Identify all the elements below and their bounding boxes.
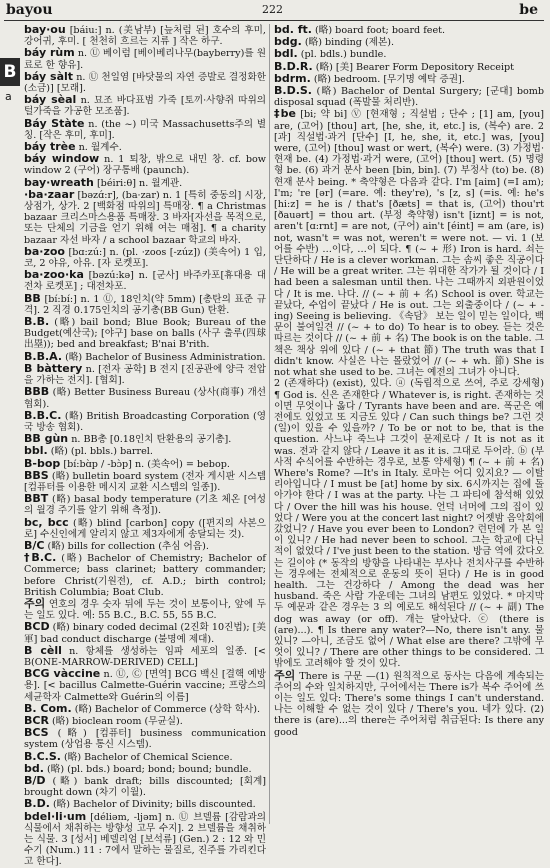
entry-definition: [déliəm, -ljəm] n. Ⓤ 브델륨 [감람과의 식물에서 채취하는 방향성 고무 수지]. 2 브델륨을 채취하는 식물. 3 [성서] 베델리엄 [보석류] (Gen.) 2 : 12 와 민수기 (Num.) 11 : 7에서 말하는 물질로, 진주를 가리킨다고 한다]. <box>24 811 266 868</box>
entry-definition: (略) Bachelor of Business Administration. <box>65 351 266 363</box>
entry-headword: BCR <box>24 713 49 727</box>
entry-headword: B.B. <box>24 315 50 329</box>
dictionary-entry <box>24 703 266 715</box>
entry-definition: (略) (pl. bbls.) barrel. <box>50 446 153 458</box>
dictionary-entry <box>24 94 266 117</box>
entry-headword: B/D <box>24 774 46 787</box>
dictionary-entry <box>274 36 544 48</box>
guide-word-left: bayou <box>6 2 53 18</box>
entry-definition: (略) Better Business Bureau (상사(商事) 개선 협회). <box>24 387 266 410</box>
entry-headword: B.B.A. <box>24 349 63 363</box>
entry-definition: n. Ⓤ 천일염 [바닷물의 자연 증발로 결정화한 (소금)] [모래]. <box>24 71 266 95</box>
entry-definition: 연호의 경우 숫자 뒤에 두는 것이 보통이나, 앞에 두는 일도 있다. 예: 55 B.C., B.C. 55, 55 B.C. <box>24 598 266 622</box>
entry-definition: [bɑ:zú:] n. (pl. ·zoos [-zúz]) (美속어) 1 입, 코, 2 야유, 아유. [자 로켓포]. <box>24 246 266 270</box>
dictionary-entry <box>24 293 266 316</box>
entry-headword: B.D.S. <box>274 84 312 98</box>
entry-headword: BCS <box>24 726 49 740</box>
entry-headword: bc, bcc <box>24 515 69 529</box>
dictionary-entry <box>24 246 266 269</box>
entry-headword: BBS <box>24 468 49 482</box>
thumb-index-tab[interactable]: B <box>0 58 20 86</box>
left-column <box>24 23 267 868</box>
entry-headword: bdg. <box>274 35 302 49</box>
entry-definition: n. 1 퇴창, 밖으로 내민 창. cf. bow window 2 (구어) 장구통배 (paunch). <box>24 154 266 177</box>
dictionary-entry <box>274 73 544 85</box>
thumb-index-sub: a <box>5 90 12 103</box>
entry-definition: n. Ⓤ 베이럼 [베이베리나무(bayberry)를 원료로 한 향유]. <box>24 48 266 71</box>
dictionary-entry <box>24 493 266 516</box>
dictionary-entry <box>274 24 544 36</box>
entry-definition: [bəzú:kə] n. [군사] 바주카포[휴대용 대전차 로켓포] ; 대전차포. <box>24 270 266 293</box>
dictionary-entry <box>24 763 266 775</box>
entry-headword: bbl. <box>24 444 48 458</box>
entry-headword: BCG vàccine <box>24 667 101 681</box>
dictionary-entry <box>24 269 266 292</box>
dictionary-entry <box>24 410 266 433</box>
entry-definition: [bəzɑ́:r], (ba·zar) n. 1 [특히 중동의] 시장, 상점가, 상가. 2 [백화점 따위의] 특매장. ¶ a Christmas bazaar 크리스마스용품 특매장. 3 바자[자선을 목적으로, 또는 단체의 기금을 얻기 위해 여는 매점]. ¶ a charity bazaar 자선 바자 / a school bazaar 학교의 바자. <box>24 189 266 246</box>
entry-headword: báy rùm <box>24 46 75 60</box>
entry-definition: (略) basal body temperature (기초 체온 [여성의 월경 주기를 알기 위해 측정]). <box>24 494 266 517</box>
dictionary-entry <box>24 445 266 457</box>
entry-headword: B.C.S. <box>24 749 61 763</box>
dictionary-entry <box>24 363 266 386</box>
guide-word-right: be <box>519 2 538 18</box>
dictionary-entry <box>274 670 544 738</box>
entry-headword: 주의 <box>274 668 296 682</box>
entry-headword: BB gùn <box>24 432 69 446</box>
dictionary-entry <box>274 61 544 73</box>
entry-headword: ba·zoo·ka <box>24 268 84 282</box>
entry-headword: B-bop <box>24 456 61 470</box>
column-divider <box>269 24 270 824</box>
entry-headword: BCD <box>24 620 50 634</box>
entry-definition: 2 (존재하다) (exist), 있다. ⓐ (독립적으로 쓰여, 주로 강세형) ¶ God is. 신은 존재한다 / Whatever is, is right. 존재하는 것이면 무엇이나 옳다 / Tyrants have been and are. 폭군은 예전에도 있었고 또 지금도 있다 / Can such things be? 그런 것(일)이 있을 수 있을까? / To be or not to be, that is the question. 사느냐 죽느냐 그것이 문제로다 / It is not as it was. 전과 같지 않다 / Leave it as it is. 그대로 두어라. ⓑ (부사적 수식어를 수반하는 경우로, 보통 약세형) ¶ (~ + 前 + 名) Where's Rome? —It's in Italy. 로마는 어디 있지요? — 이탈리아입니다 / I must be [at] home by six. 6시까지는 집에 돌아가야 한다 / I was at the party. 나는 그 파티에 참석해 있었다 / Over the hill was his house. 언덕 너머에 그의 집이 있었다 / Were you at the concert last night? 어젯밤 음악회에 갔었니? / Have you ever been to London? 런던에 가 본 일이 있니? / He had never been to school. 그는 학교에 다닌 적이 없었다 / I've just been to the station. 방금 역에 갔다오는 길이야 (* 동작의 방향을 나타내는 부사나 전치사구를 수반하는 경우에는 전체적으로 운동의 뜻이 된다) / He is in good health. 그는 건강하다 / Among the dead was her husband. 죽은 사람 가운데는 그녀의 남편도 있었다. * 마지막 두 예문과 같은 경우는 3 의 예로도 해석된다 // (~ + 副) The dog was away (or off). 개는 달아났다. ⓒ (there is (are)...). ¶ Is there any water?—No, there isn't any. 물 있니? —아니, 조금도 없어 / What else are there? 그밖에 무엇이 있니? / There are other things to be considered. 그밖에도 고려해야 할 것이 있다. <box>274 378 544 670</box>
dictionary-entry <box>24 645 266 668</box>
dictionary-entry <box>24 517 266 540</box>
dictionary-entry <box>24 552 266 598</box>
dictionary-entry <box>274 85 544 108</box>
entry-definition: (略) board foot; board feet. <box>315 25 446 36</box>
dictionary-entry <box>274 378 544 669</box>
dictionary-entry <box>24 153 266 176</box>
entry-definition: (略) Bachelor of Chemical Science. <box>63 751 233 763</box>
entry-definition: (略) bail bond; Blue Book; Bureau of the Budget(예산국); [야구] base on balls (사구 출루(四球出塁)); bed and breakfast; B'nai B'rith. <box>24 317 266 351</box>
entry-headword: †B.C. <box>24 551 57 565</box>
dictionary-entry <box>24 47 266 70</box>
dictionary-entry <box>24 668 266 703</box>
dictionary-entry <box>24 715 266 727</box>
header-rule <box>4 20 544 21</box>
entry-definition: (略) Bachelor of Divinity; bills discounted. <box>52 799 256 811</box>
entry-definition: n. BB총 [0.18인치 탄환용의 공기총]. <box>71 434 232 446</box>
entry-headword: báy trèe <box>24 140 76 154</box>
entry-definition: (略) (pl. bds.) board; bond; bound; bundle. <box>47 763 252 775</box>
dictionary-entry <box>24 71 266 94</box>
dictionary-entry <box>24 433 266 445</box>
dictionary-entry <box>24 540 266 552</box>
dictionary-entry <box>24 751 266 763</box>
dictionary-entry <box>24 727 266 750</box>
entry-definition: n. 묘조 바다표범 가죽 [토끼·사향쥐 따위의 털가죽을 가공한 모조품]. <box>24 95 266 118</box>
entry-definition: (略) Bachelor of Dental Surgery; [군대] bomb disposal squad (폭발물 처리반). <box>274 86 544 109</box>
entry-headword: B.D.R. <box>274 59 313 73</box>
dictionary-entry <box>24 386 266 409</box>
entry-definition: There is 구문 —(1) 원칙적으로 동사는 다음에 계속되는 주어의 수와 일치하지만, 구어에서는 There is가 복수 주어에 쓰이는 일도 있다: There's some things I can't understand. 나는 이해할 수 없는 것이 있다 / There's you. 네가 있다. (2) there is (are)...의 there는 주어처럼 취급된다: Is there any good <box>274 670 544 738</box>
entry-headword: ba·zoo <box>24 244 65 258</box>
dictionary-entry <box>24 621 266 644</box>
entry-headword: B.B.C. <box>24 408 62 422</box>
entry-definition: [báiu:] n. (美남부) [늪처럼 된] 호수의 후미, 강어귀, 후미. [ 천천히 흐르는 지류 ] 작은 하구. <box>24 25 266 48</box>
entry-headword: ‡be <box>274 107 297 121</box>
entry-definition: (略) bedroom. [무기명 예탁 증권]. <box>313 73 465 85</box>
entry-headword: ·ba·zaar <box>24 187 75 201</box>
entry-headword: 주의 <box>24 596 46 610</box>
entry-definition: (略) blind [carbon] copy ([편지의 사본으로] 수신인에게 알리지 않고 제3자에게 송달되는 것). <box>24 517 266 540</box>
entry-definition: (pl. bdls.) bundle. <box>300 49 387 61</box>
entry-definition: [bí:bɑ̀p / -bɔ̀p] n. (美속어) = bebop. <box>63 458 230 470</box>
entry-headword: báy window <box>24 152 100 166</box>
page-number: 222 <box>262 3 283 16</box>
dictionary-entry <box>24 189 266 246</box>
dictionary-entry <box>24 598 266 621</box>
entry-headword: B.D. <box>24 797 50 811</box>
entry-headword: báy sàlt <box>24 69 74 83</box>
entry-definition: [bi; 약 bi] Ⓥ [현재형 ; 직설법 ; 단수 ; [1] am, [you] are, (고어) [thou] art, [he, she, it, etc.] is, (복수) are. 2 [과] 직설법·과거 [단수] [I, he, she, it, etc.] was, [you] were, (고어) [thou] wast or wert, (복수) were. (3) 가정법·현재 be. (4) 가정법·과거 were, (고어) [thou] wert. (5) 명령형 be. (6) 과거 분사 been [bin, bin]. (7) 부정사 (to) be. (8) 현재 분사 being. * 축약형은 다음과 같다. I'm [aim] (=I am); I'm; 're [ər] (=are. 예: they're), 's [z, s] (=is. 예: he's [hi:z] = he is / that's [ðæts] = that is, (고어) thou'rt [ðauərt] = thou art. (부정 축약형) isn't [iznt] = is not, aren't [ɑ:rnt] = are not, (구어) ain't [éint] = am (are, is) not, wasn't = was not, weren't = were not. — vi. 1 (보어를 수반) …이다, …이 되다. ¶ (~ + 形) Iron is hard. 쇠는 단단하다 / He is a clever workman. 그는 솜씨 좋은 직공이다 / He will be a great writer. 그는 위대한 작가가 될 것이다 / I had been a salesman until then. 나는 그때까지 외판원이었다 / It is me. 나다. // (~ + 前 + 名) School is over. 학교는 끝났다, 수업이 끝났다 / He is out. 그는 외출중이다 / (~ + -ing) Seeing is believing. 《속담》 보는 일이 믿는 일이다, 백문이 불여일견 // (~ + to do) To hear is to obey. 듣는 것은 따르는 것이다 // (~ + 前 + 名) The book is on the table. 그 책은 책상 위에 있다 / (~ + that 節) The truth was that I didn't know. 사실은 나는 몰랐었어 // (~ + wh. 節) She is not what she used to be. 그녀는 예전의 그녀가 아니다. <box>274 109 544 379</box>
dictionary-entry <box>24 118 266 141</box>
entry-definition: (略) bills for collection (추심 어음). <box>47 540 209 552</box>
dictionary-entry <box>24 458 266 470</box>
entry-headword: báy sèal <box>24 93 77 107</box>
entry-headword: B/C <box>24 538 45 552</box>
entry-definition: (略) [美] Bearer Form Depository Receipt <box>315 61 515 73</box>
entry-headword: B cèll <box>24 643 62 657</box>
entry-definition: n. 월계수. <box>78 142 122 154</box>
entry-definition: [bí:bí:] n. 1 Ⓤ, 18인치(약 5mm) [총탄의 표준 규격]. 2 직경 0.175인치의 공기총(BB Gun) 탄환. <box>24 293 266 316</box>
entry-headword: bay·ou <box>24 23 66 36</box>
entry-definition: (略) bulletin board system (전자 게시판 시스템 [컴퓨터를 이용한 메시지 교환 시스템의 일종]). <box>24 470 266 493</box>
entry-headword: bdrm. <box>274 71 311 85</box>
dictionary-entry <box>24 470 266 493</box>
entry-headword: bd. <box>24 761 44 775</box>
entry-definition: n. Ⓤ, Ⓒ [면역] BCG 백신 [결핵 예방용]. [< bacillus Calmette-Guérin vaccine; 프랑스의 세균학자 Calmette와 Guérin의 이름] <box>24 669 266 703</box>
entry-definition: n. [전자 공학] B 전지 [진공관에 양극 전압을 가하는 전지]. [협회]. <box>24 363 266 387</box>
entry-definition: n. 항체를 생성하는 임파 세포의 일종. [< B(ONE-MARROW-DERIVED) CELL] <box>24 645 266 668</box>
right-column <box>274 24 544 830</box>
entry-definition: (略) binding (제본). <box>304 37 395 49</box>
entry-headword: BBB <box>24 385 50 399</box>
dictionary-entry <box>274 108 544 378</box>
dictionary-entry <box>274 48 544 60</box>
entry-headword: bdel·li·um <box>24 809 87 823</box>
dictionary-entry <box>24 316 266 351</box>
entry-headword: bdl. <box>274 47 298 61</box>
entry-headword: bd. ft. <box>274 23 312 36</box>
entry-definition: (略) Bachelor of Commerce (상학 학사). <box>74 703 261 715</box>
entry-definition: (略) bioclean room (무균실). <box>52 715 183 727</box>
page-header <box>0 0 550 22</box>
dictionary-entry <box>24 24 266 47</box>
dictionary-entry <box>24 811 266 868</box>
entry-definition: n. (the ~) 미국 Massachusetts주의 별칭. [작은 후미, 후미]. <box>24 118 267 141</box>
entry-definition: (略) binary coded decimal (2진화 10진법); [美軍] bad conduct discharge (불명예 제대). <box>24 622 266 645</box>
entry-definition: (略) British Broadcasting Corporation (영국 방송 협회). <box>24 410 266 433</box>
entry-headword: bay·wreath <box>24 175 94 189</box>
entry-headword: BBT <box>24 492 49 506</box>
entry-definition: (略) Bachelor of Chemistry; Bachelor of Commerce; bass clarinet; battery commander; before Christ(기원전), cf. A.D.; birth control; British Columbia; Boat Club. <box>24 553 266 598</box>
entry-headword: BB <box>24 291 41 305</box>
entry-headword: B. Com. <box>24 701 72 715</box>
entry-headword: Báy Stàte <box>24 116 85 130</box>
entry-definition: [béiri:θ] n. 월계관. <box>96 177 183 189</box>
entry-definition: (略) [컴퓨터] business communication system (상업용 통신 시스템). <box>24 728 266 751</box>
entry-definition: (略) bank draft; bills discounted; [회계] brought down (차기 이월). <box>24 776 266 799</box>
dictionary-entry <box>24 775 266 798</box>
entry-headword: B bàttery <box>24 361 83 375</box>
